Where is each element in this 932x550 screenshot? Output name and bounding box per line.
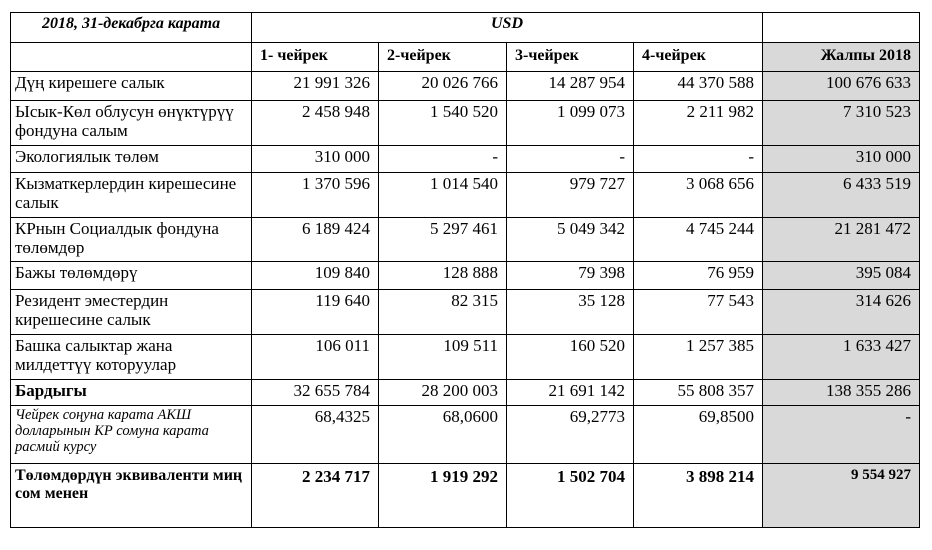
- subtotal-row: [11, 380, 920, 406]
- cell-q1: 6 189 424: [252, 218, 379, 262]
- cell-q3: 35 128: [507, 290, 634, 335]
- subtotal-total: 138 355 286: [763, 380, 920, 406]
- cell-q3: -: [507, 146, 634, 173]
- rate-q4: 69,8500: [634, 406, 763, 464]
- cell-q4: -: [634, 146, 763, 173]
- row-label: Башка салыктар жана милдеттүү которуулар: [11, 335, 252, 380]
- header-row-quarters: [11, 43, 920, 72]
- cell-q2: 1 540 520: [379, 101, 507, 146]
- cell-q4: 4 745 244: [634, 218, 763, 262]
- cell-total: 310 000: [763, 146, 920, 173]
- report-date-title: 2018, 31-декабрга карата: [11, 13, 252, 43]
- cell-q4: 3 068 656: [634, 173, 763, 218]
- cell-q1: 119 640: [252, 290, 379, 335]
- row-label: Бажы төлөмдөрү: [11, 262, 252, 290]
- grand-total-value: 9 554 927: [763, 464, 920, 528]
- rate-q2: 68,0600: [379, 406, 507, 464]
- cell-q4: 1 257 385: [634, 335, 763, 380]
- grand-q2: 1 919 292: [379, 464, 507, 528]
- row-label: Экологиялык төлөм: [11, 146, 252, 173]
- cell-q2: 82 315: [379, 290, 507, 335]
- cell-q1: 106 011: [252, 335, 379, 380]
- table-row: [11, 218, 920, 262]
- row-label: Дүң кирешеге салык: [11, 72, 252, 101]
- row-label: Ысык-Көл облусун өнүктүрүү фондуна салым: [11, 101, 252, 146]
- blank-header-cell: [763, 13, 920, 43]
- cell-total: 21 281 472: [763, 218, 920, 262]
- table-row: [11, 173, 920, 218]
- grand-q3: 1 502 704: [507, 464, 634, 528]
- quarter-3-header: 3-чейрек: [507, 43, 634, 72]
- cell-q3: 979 727: [507, 173, 634, 218]
- grand-total-row: [11, 464, 920, 528]
- payments-table: [10, 12, 920, 528]
- currency-header: USD: [252, 13, 763, 43]
- cell-q2: 109 511: [379, 335, 507, 380]
- row-label: КРнын Социалдык фондуна төлөмдөр: [11, 218, 252, 262]
- subtotal-q1: 32 655 784: [252, 380, 379, 406]
- blank-label-header: [11, 43, 252, 72]
- cell-total: 100 676 633: [763, 72, 920, 101]
- total-header: Жалпы 2018: [763, 43, 920, 72]
- cell-q2: 1 014 540: [379, 173, 507, 218]
- cell-q4: 2 211 982: [634, 101, 763, 146]
- cell-total: 1 633 427: [763, 335, 920, 380]
- cell-q2: 128 888: [379, 262, 507, 290]
- cell-q3: 5 049 342: [507, 218, 634, 262]
- cell-total: 7 310 523: [763, 101, 920, 146]
- table-row: [11, 101, 920, 146]
- cell-q3: 14 287 954: [507, 72, 634, 101]
- table-row: [11, 290, 920, 335]
- cell-total: 314 626: [763, 290, 920, 335]
- grand-total-label: Төлөмдөрдүн эквиваленти миң сом менен: [11, 464, 252, 528]
- cell-q1: 21 991 326: [252, 72, 379, 101]
- cell-q4: 77 543: [634, 290, 763, 335]
- table-row: [11, 72, 920, 101]
- subtotal-q4: 55 808 357: [634, 380, 763, 406]
- cell-q1: 1 370 596: [252, 173, 379, 218]
- quarter-4-header: 4-чейрек: [634, 43, 763, 72]
- cell-q1: 109 840: [252, 262, 379, 290]
- subtotal-q3: 21 691 142: [507, 380, 634, 406]
- quarter-2-header: 2-чейрек: [379, 43, 507, 72]
- cell-q2: 20 026 766: [379, 72, 507, 101]
- cell-q1: 2 458 948: [252, 101, 379, 146]
- table-row: [11, 335, 920, 380]
- table-row: [11, 146, 920, 173]
- grand-q1: 2 234 717: [252, 464, 379, 528]
- grand-q4: 3 898 214: [634, 464, 763, 528]
- subtotal-q2: 28 200 003: [379, 380, 507, 406]
- cell-total: 395 084: [763, 262, 920, 290]
- rate-q3: 69,2773: [507, 406, 634, 464]
- cell-q4: 44 370 588: [634, 72, 763, 101]
- report-container: [10, 12, 920, 528]
- rate-q1: 68,4325: [252, 406, 379, 464]
- cell-total: 6 433 519: [763, 173, 920, 218]
- subtotal-label: Бардыгы: [11, 380, 252, 406]
- row-label: Резидент эместердин кирешесине салык: [11, 290, 252, 335]
- cell-q3: 1 099 073: [507, 101, 634, 146]
- cell-q3: 79 398: [507, 262, 634, 290]
- quarter-1-header: 1- чейрек: [252, 43, 379, 72]
- cell-q2: 5 297 461: [379, 218, 507, 262]
- rate-total: -: [763, 406, 920, 464]
- cell-q1: 310 000: [252, 146, 379, 173]
- exchange-rate-label: Чейрек соңуна карата АКШ долларынын КР сомуна карата расмий курсу: [11, 406, 252, 464]
- exchange-rate-row: [11, 406, 920, 464]
- cell-q4: 76 959: [634, 262, 763, 290]
- cell-q2: -: [379, 146, 507, 173]
- row-label: Кызматкерлердин кирешесине салык: [11, 173, 252, 218]
- header-row-top: [11, 13, 920, 43]
- cell-q3: 160 520: [507, 335, 634, 380]
- table-row: [11, 262, 920, 290]
